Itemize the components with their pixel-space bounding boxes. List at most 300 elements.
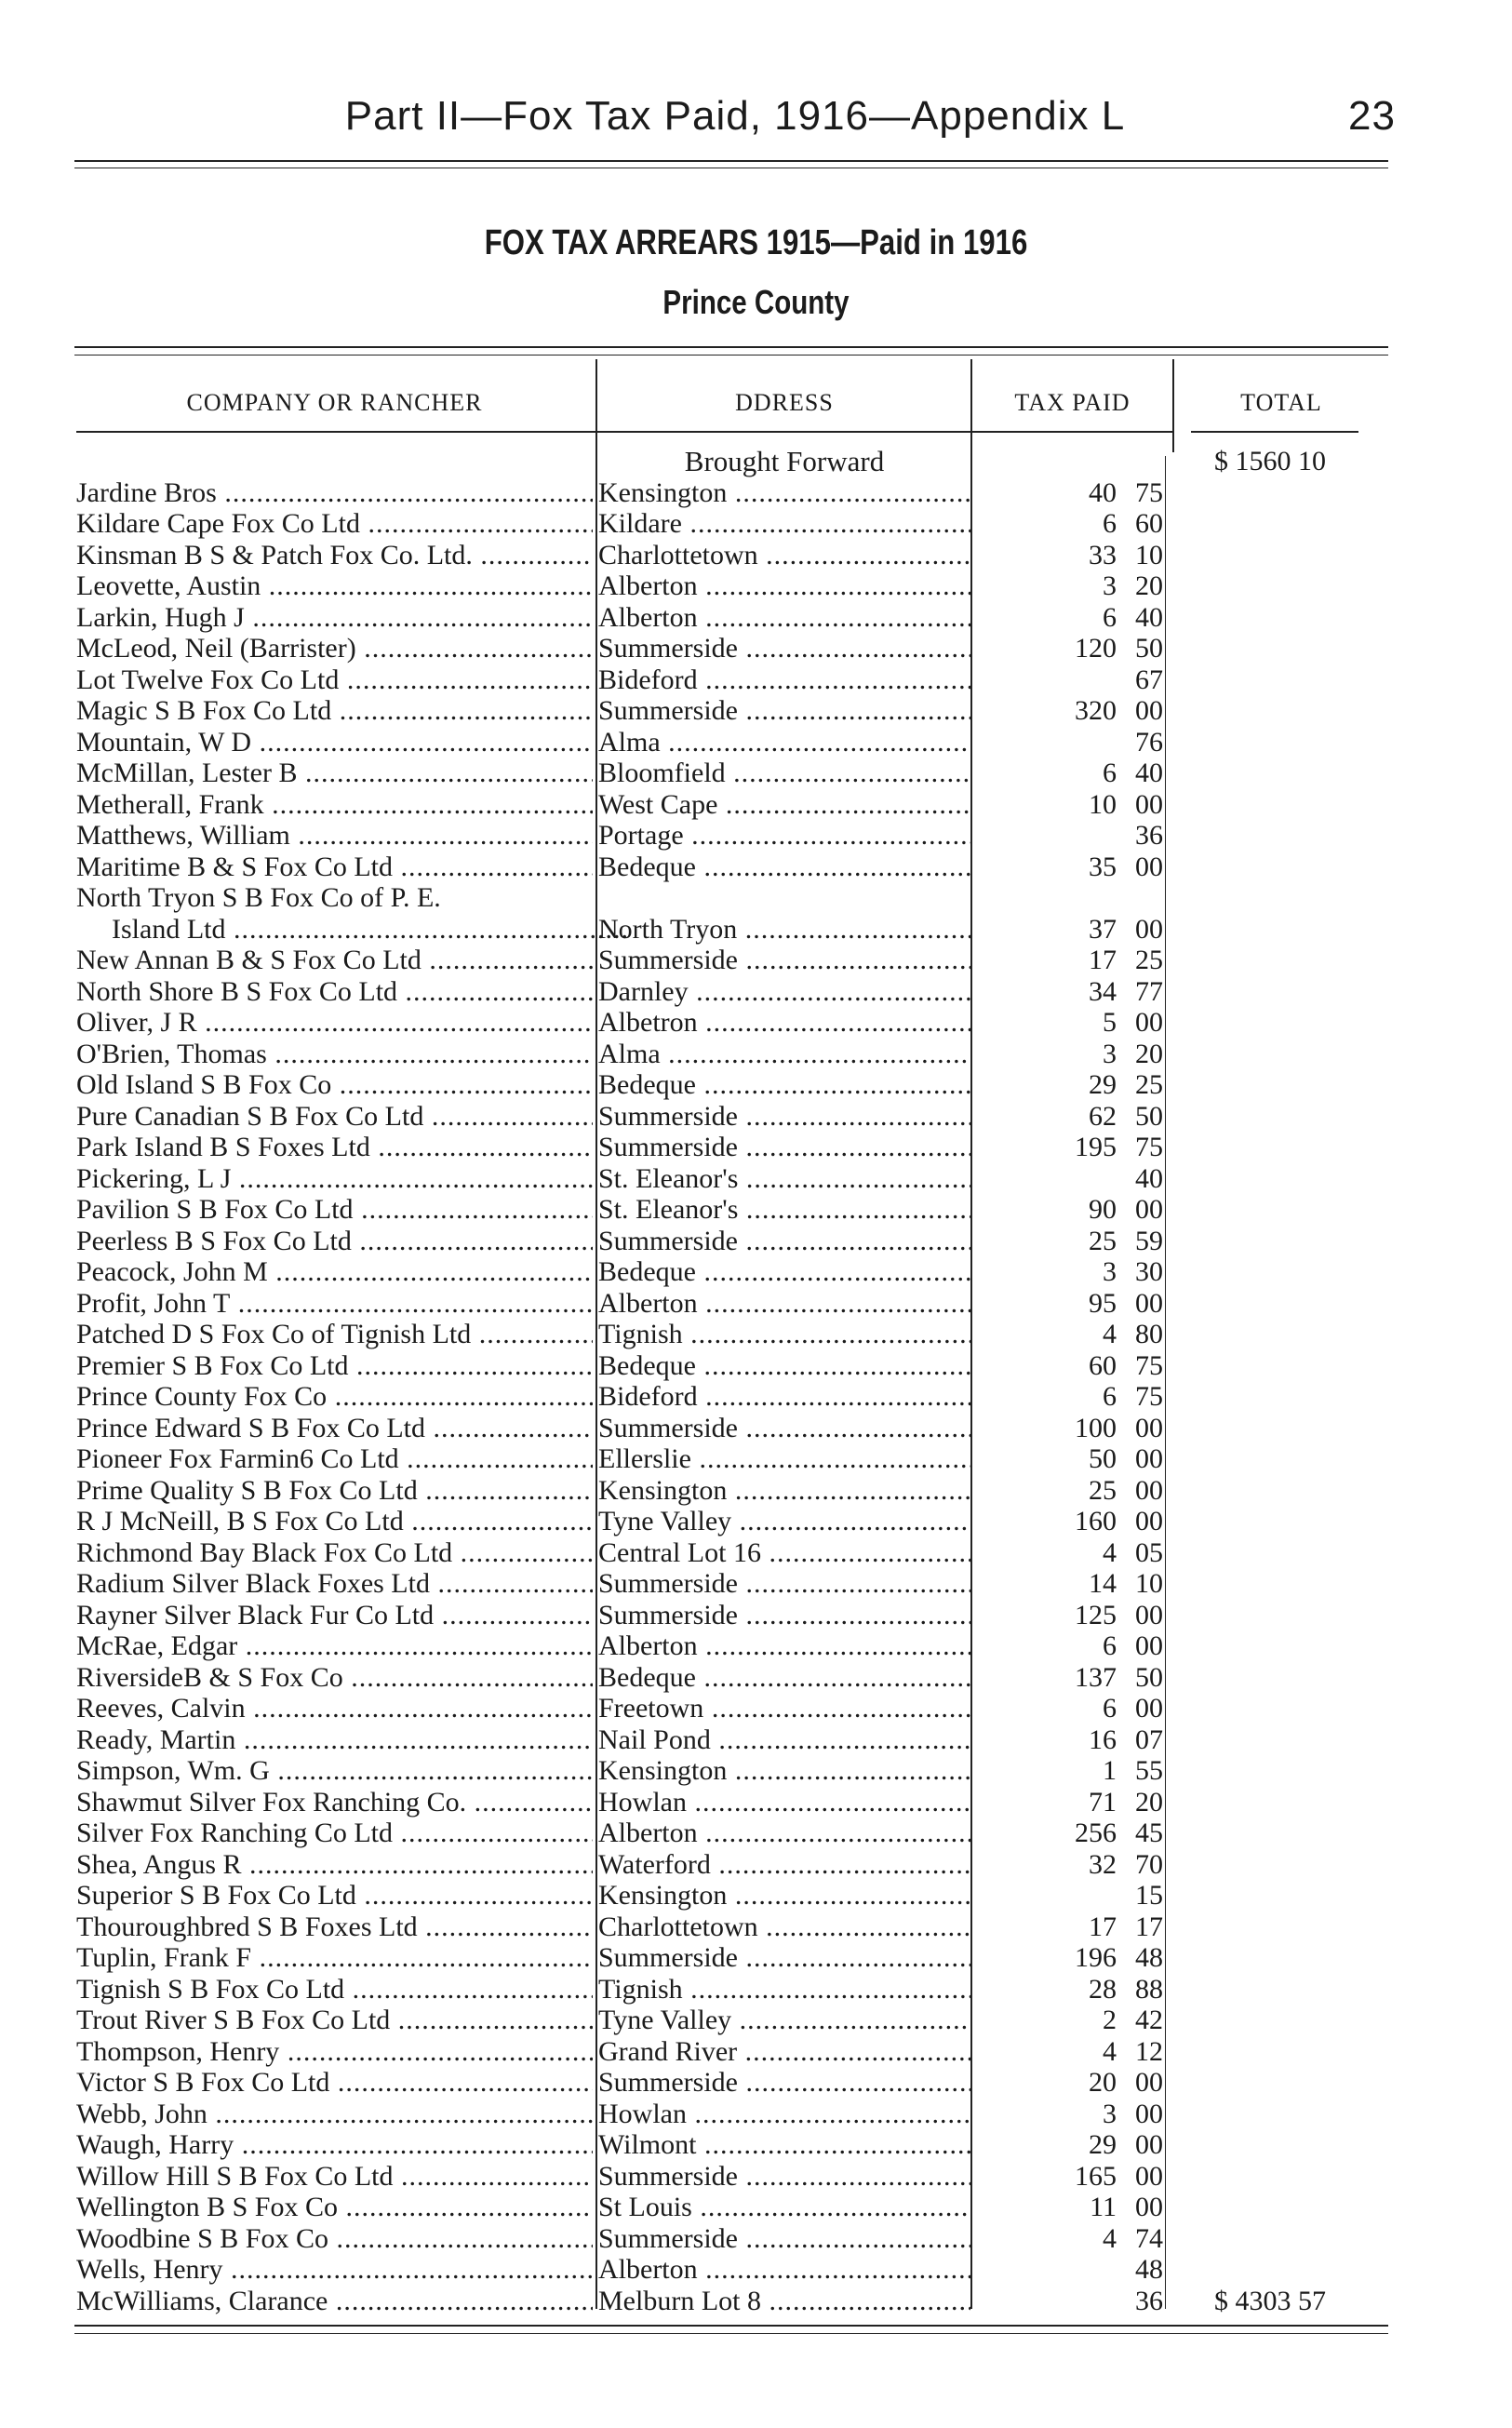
tax-paid-dollars: 6 xyxy=(1103,758,1117,788)
company-name: Reeves, Calvin ..... xyxy=(76,1693,593,1724)
address: Kensington ..... xyxy=(598,1755,970,1787)
tax-paid-cents: 88 xyxy=(1135,1973,1163,2005)
table-row xyxy=(0,1600,1512,1631)
table-row xyxy=(0,1350,1512,1382)
tax-paid-dollars: 35 xyxy=(1089,851,1117,882)
company-name: Larkin, Hugh J ..... xyxy=(76,602,593,634)
company-name: Pickering, L J ..... xyxy=(76,1163,593,1195)
tax-paid-dollars: 100 xyxy=(1075,1412,1117,1443)
company-name: McMillan, Lester B ..... xyxy=(76,758,593,789)
column-header-total: TOTAL xyxy=(1240,389,1322,416)
table-top-rule xyxy=(74,346,1388,348)
company-name: Prince County Fox Co ..... xyxy=(76,1381,593,1413)
table-row xyxy=(0,2067,1512,2099)
table-row xyxy=(0,1787,1512,1818)
table-row xyxy=(0,727,1512,758)
address: Alberton ..... xyxy=(598,570,970,602)
company-name: Kildare Cape Fox Co Ltd ..... xyxy=(76,508,593,540)
company-name: Woodbine S B Fox Co ..... xyxy=(76,2223,593,2255)
table-row xyxy=(0,1662,1512,1694)
address: Tignish ..... xyxy=(598,1319,970,1350)
tax-paid-cents: 00 xyxy=(1135,2067,1163,2098)
address: Alma ..... xyxy=(598,727,970,758)
company-name: Matthews, William ..... xyxy=(76,820,593,852)
tax-paid-cents: 76 xyxy=(1135,726,1163,758)
address: Summerside ..... xyxy=(598,1568,970,1600)
table-row xyxy=(0,2254,1512,2286)
address: Darnley ..... xyxy=(598,976,970,1008)
address: Summerside ..... xyxy=(598,2067,970,2099)
company-name: Thompson, Henry ..... xyxy=(76,2036,593,2068)
tax-paid-dollars: 3 xyxy=(1103,1038,1117,1069)
tax-paid-dollars: 4 xyxy=(1103,1536,1117,1568)
table-row xyxy=(0,695,1512,727)
tax-paid-cents: 10 xyxy=(1135,1568,1163,1599)
company-name: Oliver, J R ..... xyxy=(76,1007,593,1039)
tax-paid-cents: 07 xyxy=(1135,1724,1163,1755)
address: Albetron ..... xyxy=(598,1007,970,1039)
address: Ellerslie ..... xyxy=(598,1443,970,1475)
table-row xyxy=(0,758,1512,789)
tax-paid-cents: 77 xyxy=(1135,975,1163,1007)
tax-paid-dollars: 4 xyxy=(1103,2035,1117,2067)
company-name: North Tryon S B Fox Co of P. E. xyxy=(76,882,441,913)
table-row xyxy=(0,570,1512,602)
table-row xyxy=(0,1568,1512,1600)
tax-paid-cents: 50 xyxy=(1135,1100,1163,1132)
tax-paid-cents: 70 xyxy=(1135,1848,1163,1880)
tax-paid-cents: 00 xyxy=(1135,788,1163,820)
company-name: Trout River S B Fox Co Ltd ..... xyxy=(76,2005,593,2036)
company-name: Tignish S B Fox Co Ltd ..... xyxy=(76,1974,593,2005)
company-name: Pioneer Fox Farmin6 Co Ltd ..... xyxy=(76,1443,593,1475)
column-header-rule xyxy=(76,431,1172,433)
running-header xyxy=(74,93,1396,149)
grand-total: $ 4303 57 xyxy=(1214,2285,1326,2316)
company-name: McLeod, Neil (Barrister) ..... xyxy=(76,633,593,664)
tax-paid-cents: 75 xyxy=(1135,1132,1163,1162)
table-row xyxy=(0,1537,1512,1569)
tax-paid-cents: 10 xyxy=(1135,539,1163,570)
company-name: Silver Fox Ranching Co Ltd ..... xyxy=(76,1818,593,1849)
company-name: Thouroughbred S B Foxes Ltd ..... xyxy=(76,1912,593,1943)
address: Bedeque ..... xyxy=(598,1069,970,1101)
company-name: O'Brien, Thomas ..... xyxy=(76,1039,593,1070)
table-row xyxy=(0,1630,1512,1662)
tax-paid-dollars: 20 xyxy=(1089,2067,1117,2098)
tax-paid-cents: 30 xyxy=(1135,1256,1163,1287)
tax-paid-cents: 55 xyxy=(1135,1755,1163,1786)
table-row xyxy=(0,2005,1512,2036)
address: Central Lot 16 ..... xyxy=(598,1537,970,1569)
table-row xyxy=(0,2286,1512,2317)
company-name: Patched D S Fox Co of Tignish Ltd ..... xyxy=(76,1319,593,1350)
company-name: Mountain, W D ..... xyxy=(76,727,593,758)
company-name: Island Ltd ..... xyxy=(76,914,628,946)
company-name: Shea, Angus R ..... xyxy=(76,1849,593,1881)
tax-paid-cents: 00 xyxy=(1135,1506,1163,1536)
tax-paid-dollars: 6 xyxy=(1103,1381,1117,1412)
address: Tignish ..... xyxy=(598,1974,970,2005)
table-row xyxy=(0,945,1512,976)
company-name: Profit, John T ..... xyxy=(76,1288,593,1320)
tax-paid-cents: 00 xyxy=(1135,2098,1163,2129)
table-row xyxy=(0,852,1512,883)
table-row xyxy=(0,1818,1512,1849)
company-name: Peerless B S Fox Co Ltd ..... xyxy=(76,1226,593,1257)
company-name: Old Island S B Fox Co ..... xyxy=(76,1069,593,1101)
brought-forward-row xyxy=(0,446,1512,477)
tax-paid-dollars: 29 xyxy=(1089,2129,1117,2160)
tax-paid-dollars: 34 xyxy=(1089,975,1117,1007)
company-name: Willow Hill S B Fox Co Ltd ..... xyxy=(76,2161,593,2193)
address: Kensington ..... xyxy=(598,1880,970,1912)
address: Summerside ..... xyxy=(598,945,970,976)
company-name: Shawmut Silver Fox Ranching Co. ..... xyxy=(76,1787,593,1818)
tax-paid-cents: 00 xyxy=(1135,1412,1163,1443)
tax-paid-cents: 00 xyxy=(1135,1287,1163,1319)
tax-paid-dollars: 10 xyxy=(1089,788,1117,820)
tax-paid-cents: 15 xyxy=(1135,1880,1163,1911)
tax-paid-cents: 75 xyxy=(1135,1349,1163,1381)
tax-paid-dollars: 6 xyxy=(1103,1630,1117,1661)
tax-paid-cents: 00 xyxy=(1135,1693,1163,1724)
address: St. Eleanor's ..... xyxy=(598,1163,970,1195)
tax-paid-cents: 17 xyxy=(1135,1911,1163,1942)
address: Summerside ..... xyxy=(598,1942,970,1974)
tax-paid-cents: 00 xyxy=(1135,1007,1163,1038)
tax-paid-dollars: 2 xyxy=(1103,2005,1117,2035)
tax-paid-dollars: 32 xyxy=(1089,1848,1117,1880)
table-bottom-rule xyxy=(74,2325,1388,2327)
tax-paid-cents: 20 xyxy=(1135,1038,1163,1069)
table-row xyxy=(0,914,1512,946)
address: Kildare ..... xyxy=(598,508,970,540)
tax-paid-dollars: 33 xyxy=(1089,539,1117,570)
company-name: R J McNeill, B S Fox Co Ltd ..... xyxy=(76,1506,593,1537)
tax-paid-cents: 12 xyxy=(1135,2035,1163,2067)
table-row xyxy=(0,1475,1512,1507)
address: Charlottetown ..... xyxy=(598,540,970,571)
tax-paid-dollars: 4 xyxy=(1103,2222,1117,2254)
company-name: Waugh, Harry ..... xyxy=(76,2129,593,2161)
running-title: Part II—Fox Tax Paid, 1916—Appendix L xyxy=(344,93,1126,139)
column-divider-3 xyxy=(1172,359,1174,452)
table-row xyxy=(0,1724,1512,1756)
tax-paid-cents: 50 xyxy=(1135,633,1163,664)
table-row xyxy=(0,1132,1512,1163)
tax-paid-cents: 48 xyxy=(1135,2254,1163,2285)
table-row xyxy=(0,1506,1512,1537)
company-name: McRae, Edgar ..... xyxy=(76,1630,593,1662)
brought-forward-label: Brought Forward xyxy=(684,445,885,477)
table-row xyxy=(0,508,1512,540)
company-name: Leovette, Austin ..... xyxy=(76,570,593,602)
tax-paid-cents: 48 xyxy=(1135,1942,1163,1973)
tax-paid-cents: 60 xyxy=(1135,508,1163,539)
table-row xyxy=(0,1288,1512,1320)
company-name: Pavilion S B Fox Co Ltd ..... xyxy=(76,1194,593,1226)
address: Alberton ..... xyxy=(598,1288,970,1320)
tax-paid-dollars: 6 xyxy=(1103,1693,1117,1724)
tax-paid-cents: 00 xyxy=(1135,1443,1163,1474)
company-name: Pure Canadian S B Fox Co Ltd ..... xyxy=(76,1101,593,1133)
table-row xyxy=(0,1256,1512,1288)
table-row xyxy=(0,1942,1512,1974)
table-row xyxy=(0,820,1512,852)
address: Alberton ..... xyxy=(598,1630,970,1662)
table-row xyxy=(0,789,1512,821)
column-header-address: DDRESS xyxy=(735,389,834,416)
table-row xyxy=(0,1693,1512,1724)
tax-paid-dollars: 256 xyxy=(1075,1818,1117,1848)
company-name: North Shore B S Fox Co Ltd ..... xyxy=(76,976,593,1008)
tax-paid-dollars: 50 xyxy=(1089,1443,1117,1474)
company-name: Tuplin, Frank F ..... xyxy=(76,1942,593,1974)
company-name: Prime Quality S B Fox Co Ltd ..... xyxy=(76,1475,593,1507)
address: Summerside ..... xyxy=(598,1413,970,1444)
tax-paid-cents: 00 xyxy=(1135,1474,1163,1506)
tax-paid-cents: 00 xyxy=(1135,851,1163,882)
tax-paid-dollars: 195 xyxy=(1075,1132,1117,1162)
address: Alberton ..... xyxy=(598,602,970,634)
company-name: Kinsman B S & Patch Fox Co. Ltd. ..... xyxy=(76,540,593,571)
address: Nail Pond ..... xyxy=(598,1724,970,1756)
table-row xyxy=(0,1912,1512,1943)
tax-paid-cents: 45 xyxy=(1135,1818,1163,1848)
tax-paid-cents: 40 xyxy=(1135,601,1163,633)
company-name: Radium Silver Black Foxes Ltd ..... xyxy=(76,1568,593,1600)
address: Alberton ..... xyxy=(598,2254,970,2286)
company-name: Simpson, Wm. G ..... xyxy=(76,1755,593,1787)
address: Tyne Valley ..... xyxy=(598,1506,970,1537)
page-subtitle: Prince County xyxy=(662,283,850,321)
tax-paid-cents: 36 xyxy=(1135,820,1163,851)
address: Summerside ..... xyxy=(598,633,970,664)
table-row xyxy=(0,1755,1512,1787)
tax-paid-cents: 00 xyxy=(1135,1599,1163,1630)
tax-paid-cents: 25 xyxy=(1135,1069,1163,1100)
company-name: Maritime B & S Fox Co Ltd ..... xyxy=(76,852,593,883)
table-row xyxy=(0,540,1512,571)
tax-paid-dollars: 28 xyxy=(1089,1973,1117,2005)
tax-paid-dollars: 25 xyxy=(1089,1225,1117,1256)
company-name: Peacock, John M ..... xyxy=(76,1256,593,1288)
address: North Tryon ..... xyxy=(598,914,970,946)
tax-paid-dollars: 3 xyxy=(1103,570,1117,601)
table-row xyxy=(0,1974,1512,2005)
tax-paid-dollars: 125 xyxy=(1075,1599,1117,1630)
tax-paid-cents: 67 xyxy=(1135,664,1163,695)
tax-paid-dollars: 11 xyxy=(1090,2192,1117,2222)
table-row xyxy=(0,976,1512,1008)
table-row xyxy=(0,1069,1512,1101)
column-header-company: COMPANY OR RANCHER xyxy=(186,389,483,416)
tax-paid-dollars: 3 xyxy=(1103,1256,1117,1287)
table-row xyxy=(0,2036,1512,2068)
tax-paid-cents: 40 xyxy=(1135,1162,1163,1194)
tax-paid-dollars: 160 xyxy=(1075,1506,1117,1536)
tax-paid-dollars: 137 xyxy=(1075,1661,1117,1693)
company-name: Webb, John ..... xyxy=(76,2099,593,2130)
table-bottom-rule-thin xyxy=(74,2333,1388,2334)
address: Bedeque ..... xyxy=(598,1350,970,1382)
company-name: Metherall, Frank ..... xyxy=(76,789,593,821)
tax-paid-cents: 36 xyxy=(1135,2285,1163,2316)
company-name: Lot Twelve Fox Co Ltd ..... xyxy=(76,664,593,696)
tax-paid-dollars: 17 xyxy=(1089,945,1117,975)
table-row xyxy=(0,882,1512,914)
company-name: Magic S B Fox Co Ltd ..... xyxy=(76,695,593,727)
tax-paid-cents: 00 xyxy=(1135,913,1163,945)
table-row xyxy=(0,2129,1512,2161)
company-name: Jardine Bros ..... xyxy=(76,477,593,509)
company-name: RiversideB & S Fox Co ..... xyxy=(76,1662,593,1694)
page-title: FOX TAX ARREARS 1915—Paid in 1916 xyxy=(484,223,1028,262)
address: Kensington ..... xyxy=(598,1475,970,1507)
company-name: Ready, Martin ..... xyxy=(76,1724,593,1756)
table-row xyxy=(0,1413,1512,1444)
table-row xyxy=(0,2223,1512,2255)
table-row xyxy=(0,1194,1512,1226)
address: Bideford ..... xyxy=(598,664,970,696)
address: Waterford ..... xyxy=(598,1849,970,1881)
column-header-rule-total xyxy=(1191,431,1358,433)
table-row xyxy=(0,1226,1512,1257)
address: West Cape ..... xyxy=(598,789,970,821)
tax-paid-dollars: 95 xyxy=(1089,1287,1117,1319)
tax-paid-dollars: 3 xyxy=(1103,2098,1117,2129)
tax-paid-cents: 75 xyxy=(1135,1381,1163,1412)
table-row xyxy=(0,633,1512,664)
tax-paid-dollars: 120 xyxy=(1075,633,1117,664)
tax-paid-dollars: 60 xyxy=(1089,1349,1117,1381)
address: Alma ..... xyxy=(598,1039,970,1070)
company-name: Superior S B Fox Co Ltd ..... xyxy=(76,1880,593,1912)
company-name: Rayner Silver Black Fur Co Ltd ..... xyxy=(76,1600,593,1631)
tax-paid-cents: 05 xyxy=(1135,1536,1163,1568)
brought-forward-total: $ 1560 10 xyxy=(1214,446,1326,476)
address: Portage ..... xyxy=(598,820,970,852)
tax-paid-dollars: 62 xyxy=(1089,1100,1117,1132)
table-row xyxy=(0,1319,1512,1350)
table-row xyxy=(0,1163,1512,1195)
company-name: Park Island B S Foxes Ltd ..... xyxy=(76,1132,593,1163)
company-name: Prince Edward S B Fox Co Ltd ..... xyxy=(76,1413,593,1444)
tax-paid-cents: 00 xyxy=(1135,1194,1163,1225)
address: Alberton ..... xyxy=(598,1818,970,1849)
tax-paid-dollars: 5 xyxy=(1103,1007,1117,1038)
table-row xyxy=(0,2192,1512,2223)
tax-paid-cents: 00 xyxy=(1135,2129,1163,2160)
table-row xyxy=(0,2161,1512,2193)
tax-paid-cents: 20 xyxy=(1135,570,1163,601)
table-row xyxy=(0,1849,1512,1881)
tax-paid-cents: 80 xyxy=(1135,1319,1163,1349)
address: Bloomfield ..... xyxy=(598,758,970,789)
address: Charlottetown ..... xyxy=(598,1912,970,1943)
tax-paid-cents: 50 xyxy=(1135,1661,1163,1693)
tax-paid-dollars: 6 xyxy=(1103,601,1117,633)
tax-paid-dollars: 25 xyxy=(1089,1474,1117,1506)
table-row xyxy=(0,1101,1512,1133)
table-row xyxy=(0,1443,1512,1475)
tax-paid-dollars: 71 xyxy=(1089,1786,1117,1818)
address: Summerside ..... xyxy=(598,695,970,727)
page-number: 23 xyxy=(1348,93,1396,139)
company-name: Premier S B Fox Co Ltd ..... xyxy=(76,1350,593,1382)
tax-paid-cents: 00 xyxy=(1135,2192,1163,2222)
address: Howlan ..... xyxy=(598,1787,970,1818)
tax-paid-dollars: 90 xyxy=(1089,1194,1117,1225)
table-row xyxy=(0,1039,1512,1070)
table-row xyxy=(0,1381,1512,1413)
tax-paid-dollars: 16 xyxy=(1089,1724,1117,1755)
address: St. Eleanor's ..... xyxy=(598,1194,970,1226)
table-row xyxy=(0,602,1512,634)
company-name: New Annan B & S Fox Co Ltd ..... xyxy=(76,945,593,976)
tax-paid-cents: 00 xyxy=(1135,2160,1163,2192)
address: Summerside ..... xyxy=(598,1226,970,1257)
company-name: Wells, Henry ..... xyxy=(76,2254,593,2286)
table-row xyxy=(0,664,1512,696)
address: Bedeque ..... xyxy=(598,1662,970,1694)
address: Bideford ..... xyxy=(598,1381,970,1413)
address: Tyne Valley ..... xyxy=(598,2005,970,2036)
tax-paid-cents: 74 xyxy=(1135,2222,1163,2254)
address: Summerside ..... xyxy=(598,1101,970,1133)
company-name: Wellington B S Fox Co ..... xyxy=(76,2192,593,2223)
tax-paid-cents: 25 xyxy=(1135,945,1163,975)
tax-paid-cents: 42 xyxy=(1135,2005,1163,2035)
tax-paid-dollars: 1 xyxy=(1103,1755,1117,1786)
company-name: Richmond Bay Black Fox Co Ltd ..... xyxy=(76,1537,593,1569)
table-row xyxy=(0,1880,1512,1912)
address: Summerside ..... xyxy=(598,1132,970,1163)
tax-paid-cents: 20 xyxy=(1135,1786,1163,1818)
tax-paid-dollars: 17 xyxy=(1089,1911,1117,1942)
address: Bedeque ..... xyxy=(598,852,970,883)
tax-paid-dollars: 40 xyxy=(1089,476,1117,508)
tax-paid-dollars: 196 xyxy=(1075,1942,1117,1973)
address: Grand River ..... xyxy=(598,2036,970,2068)
tax-paid-dollars: 165 xyxy=(1075,2160,1117,2192)
tax-paid-cents: 00 xyxy=(1135,1630,1163,1661)
address: Bedeque ..... xyxy=(598,1256,970,1288)
tax-paid-dollars: 6 xyxy=(1103,508,1117,539)
tax-paid-dollars: 4 xyxy=(1103,1319,1117,1349)
header-rule xyxy=(74,160,1388,162)
tax-paid-cents: 00 xyxy=(1135,695,1163,726)
address: Freetown ..... xyxy=(598,1693,970,1724)
company-name: Victor S B Fox Co Ltd ..... xyxy=(76,2067,593,2099)
tax-paid-dollars: 29 xyxy=(1089,1069,1117,1100)
tax-paid-dollars: 320 xyxy=(1075,695,1117,726)
company-name: McWilliams, Clarance ..... xyxy=(76,2286,593,2317)
tax-paid-cents: 59 xyxy=(1135,1225,1163,1256)
tax-paid-cents: 75 xyxy=(1135,476,1163,508)
tax-paid-dollars: 14 xyxy=(1089,1568,1117,1599)
table-row xyxy=(0,1007,1512,1039)
address: Melburn Lot 8 ..... xyxy=(598,2286,970,2317)
table-row xyxy=(0,477,1512,509)
address: Summerside ..... xyxy=(598,1600,970,1631)
address: Summerside ..... xyxy=(598,2161,970,2193)
tax-paid-dollars: 37 xyxy=(1089,913,1117,945)
table-row xyxy=(0,2099,1512,2130)
address: Kensington ..... xyxy=(598,477,970,509)
tax-paid-cents: 40 xyxy=(1135,758,1163,788)
